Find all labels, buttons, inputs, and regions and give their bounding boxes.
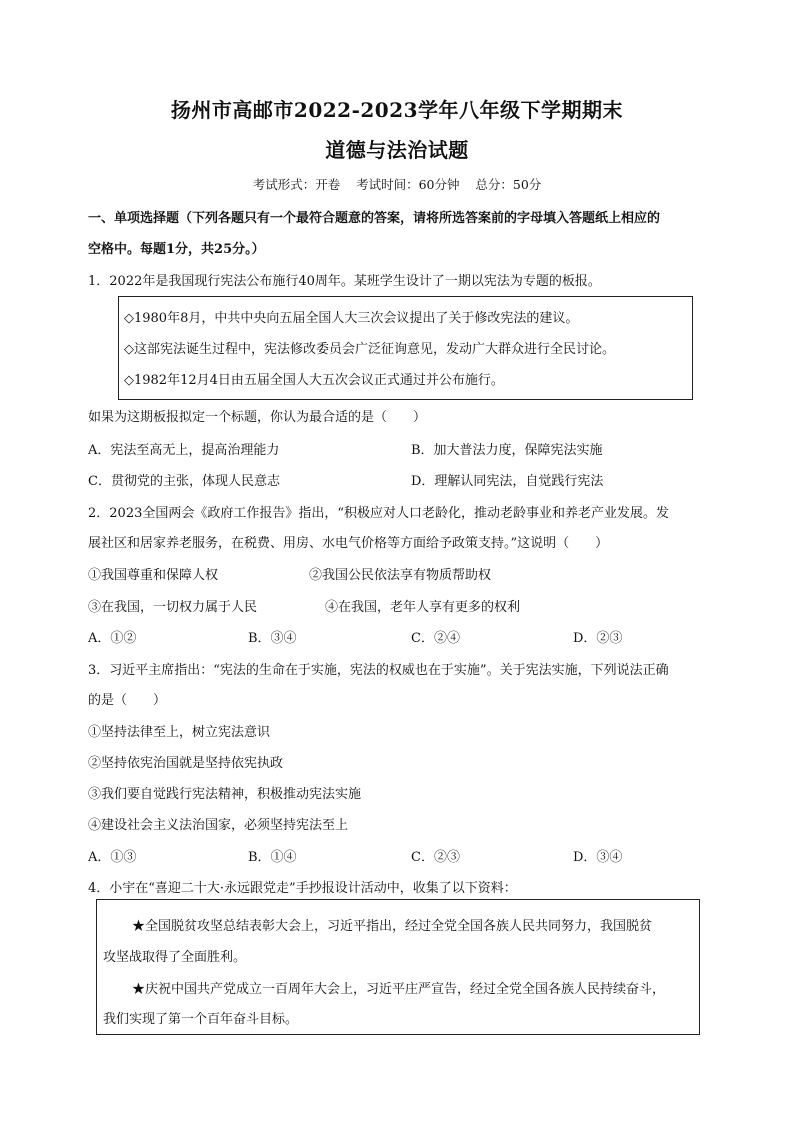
q2-option-b: B．③④: [248, 631, 297, 646]
q2-item-4: ④在我国，老年人享有更多的权利: [325, 600, 521, 615]
section-instruction-line2: 空格中。每题1分，共25分。）: [88, 242, 265, 257]
q1-option-b: B．加大普法力度，保障宪法实施: [411, 443, 603, 458]
q4-box-line: ★庆祝中国共产党成立一百周年大会上，习近平庄严宣告，经过全党全国各族人民持续奋斗，: [132, 982, 666, 997]
q2-option-a: A．①②: [88, 631, 137, 646]
q1-box-line: ◇1982年12月4日由五届全国人大五次会议正式通过并公布施行。: [124, 373, 504, 388]
q4-box-line: ★全国脱贫攻坚总结表彰大会上，习近平指出，经过全党全国各族人民共同努力，我国脱贫: [132, 919, 653, 934]
q3-stem-line2: 的是（ ）: [88, 693, 167, 708]
q1-question: 如果为这期板报拟定一个标题，你认为最合适的是（ ）: [88, 410, 427, 425]
q2-item-1: ①我国尊重和保障人权: [88, 568, 219, 583]
q2-item-3: ③在我国，一切权力属于人民: [88, 600, 258, 615]
exam-meta: 考试形式：开卷 考试时间：60分钟 总分：50分: [252, 177, 542, 192]
q1-box-line: ◇1980年8月，中共中央向五届全国人大三次会议提出了关于修改宪法的建议。: [124, 311, 579, 326]
q3-option-d: D．③④: [573, 850, 623, 865]
q4-material-box: [96, 899, 700, 1035]
exam-title-line1: 扬州市高邮市2022-2023学年八年级下学期期末: [170, 98, 624, 122]
q2-stem-line2: 展社区和居家养老服务，在税费、用房、水电气价格等方面给予政策支持。”这说明（ ）: [88, 536, 609, 551]
q3-item: ④建设社会主义法治国家，必须坚持宪法至上: [88, 818, 349, 833]
q3-item: ①坚持法律至上，树立宪法意识: [88, 725, 271, 740]
q1-option-a: A．宪法至高无上，提高治理能力: [88, 443, 280, 458]
q4-box-line: 我们实现了第一个百年奋斗目标。: [103, 1012, 299, 1027]
section-instruction-line1: 一、单项选择题（下列各题只有一个最符合题意的答案，请将所选答案前的字母填入答题纸上相应的: [88, 211, 661, 226]
q3-option-b: B．①④: [248, 850, 297, 865]
q2-item-2: ②我国公民依法享有物质帮助权: [309, 568, 492, 583]
q1-box-line: ◇这部宪法诞生过程中，宪法修改委员会广泛征询意见，发动广大群众进行全民讨论。: [124, 342, 615, 357]
q4-box-line: 攻坚战取得了全面胜利。: [103, 950, 247, 965]
q2-stem-line1: 2．2023全国两会《政府工作报告》指出，“积极应对人口老龄化，推动老龄事业和养老产业发展。发: [88, 506, 670, 521]
q3-item: ③我们要自觉践行宪法精神，积极推动宪法实施: [88, 787, 362, 802]
q2-option-d: D．②③: [573, 631, 623, 646]
q3-item: ②坚持依宪治国就是坚持依宪执政: [88, 756, 284, 771]
q1-option-c: C．贯彻党的主张，体现人民意志: [88, 474, 280, 489]
q3-option-a: A．①③: [88, 850, 137, 865]
q3-option-c: C．②③: [411, 850, 460, 865]
q4-stem: 4．小宇在“喜迎二十大·永远跟党走”手抄报设计活动中，收集了以下资料：: [88, 881, 517, 896]
q2-option-c: C．②④: [411, 631, 460, 646]
q1-option-d: D．理解认同宪法，自觉践行宪法: [411, 474, 604, 489]
q1-stem: 1．2022年是我国现行宪法公布施行40周年。某班学生设计了一期以宪法为专题的板报。: [88, 274, 601, 289]
exam-title-line2: 道德与法治试题: [325, 138, 469, 162]
q1-material-box: [118, 296, 693, 400]
q3-stem-line1: 3．习近平主席指出：“宪法的生命在于实施，宪法的权威也在于实施”。关于宪法实施，下列说法正确: [88, 663, 669, 678]
